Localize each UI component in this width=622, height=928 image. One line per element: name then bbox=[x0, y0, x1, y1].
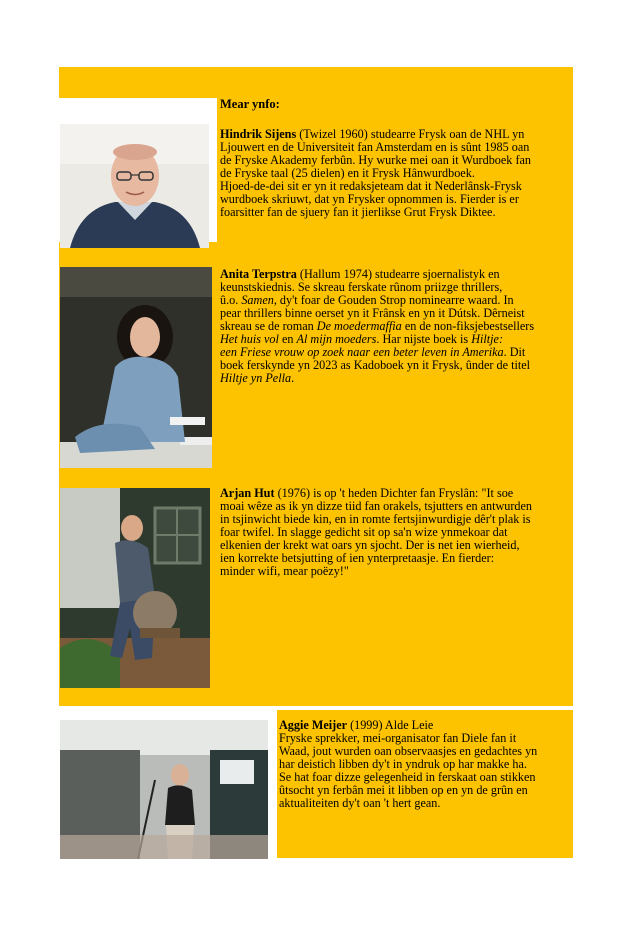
bio-name: Hindrik Sijens bbox=[220, 127, 297, 141]
portrait-photo-arjan bbox=[60, 488, 210, 688]
bio-arjan: Arjan Hut (1976) is op 't heden Dichter fan Fryslân: "It soe moai wêze as ik yn dizze tiid fan orakels, tsjutters en antwurden in tsjinwicht biede kin, en in romte fertsjinwurdigje dêr't plak is foar twifel. In slagge gedicht sit op sa'n wize ynmekoar dat elkenien der krekt wat oars yn sjocht. Der is net ien wierheid, ien korrekte betsjutting of ien ynterpretaasje. En fierder: minder wifi, mear poëzy!" bbox=[220, 486, 533, 578]
bio-hindrik: Hindrik Sijens (Twizel 1960) studearre Frysk oan de NHL yn Ljouwert en de Universiteit fan Amsterdam en is sûnt 1985 oan de Fryske Akademy ferbûn. Hy wurke mei oan it Wurdboek fan de Fryske taal (25 dielen) en it Frysk Hânwurdboek. Hjoed-de-dei sit er yn it redaksjeteam dat it Nederlânsk-Frysk wurdboek skriuwt, dat yn Frysker opnommen is. Fierder is er foarsitter fan de sjuery fan it jierlikse Grut Frysk Diktee. bbox=[220, 127, 531, 219]
bio-name: Anita Terpstra bbox=[220, 267, 297, 281]
bio-name: Aggie Meijer bbox=[279, 718, 348, 732]
bio-name: Arjan Hut bbox=[220, 486, 275, 500]
portrait-photo-aggie bbox=[60, 720, 268, 859]
portrait-photo-hindrik bbox=[60, 124, 209, 248]
bio-aggie: Aggie Meijer (1999) Alde Leie Fryske sprekker, mei-organisator fan Diele fan it Waad, jout wurden oan observaasjes en gedachtes yn har deistich libben dy't in yndruk op har makke ha. Se hat foar dizze gelegenheid in ferskaat oan stikken ûtsocht yn ferbân mei it libben op en yn de grûn en aktualiteiten dy't oan 't hert gean. bbox=[279, 718, 538, 810]
portrait-photo-anita bbox=[60, 267, 212, 468]
header-band bbox=[59, 67, 573, 98]
section-heading: Mear ynfo: bbox=[220, 97, 280, 111]
bio-anita: Anita Terpstra (Hallum 1974) studearre sjoernalistyk en keunstskiednis. Se skreau ferskate rûnom priizge thrillers, û.o. Samen, dy't foar de Gouden Strop nominearre waard. In pear thrillers binne oerset yn it Frânsk en yn it Dútsk. Dêrneist skreau se de roman De moedermaffia en de non-fiksjebestsellers Het huis vol en Al mijn moeders. Har nijste boek is Hiltje: een Friese vrouw op zoek naar een beter leven in Amerika. Dit boek ferskynde yn 2023 as Kadoboek yn it Frysk, ûnder de titel Hiltje yn Pella. bbox=[220, 267, 535, 385]
